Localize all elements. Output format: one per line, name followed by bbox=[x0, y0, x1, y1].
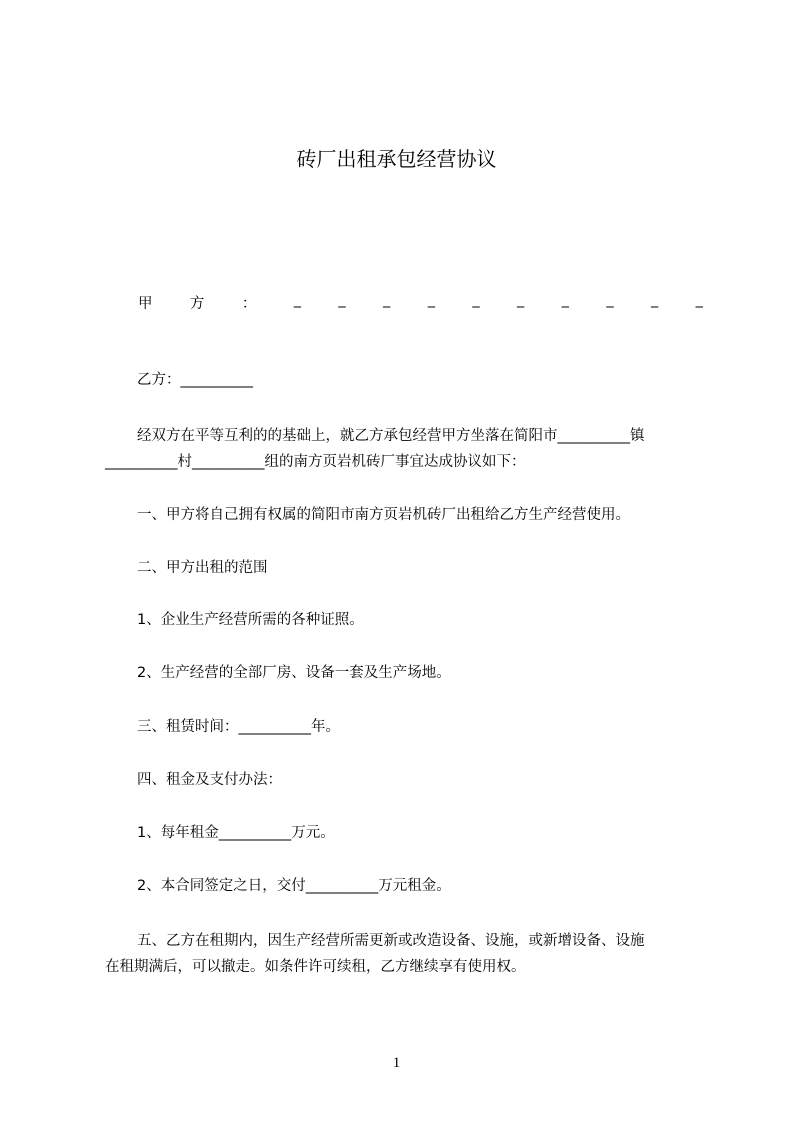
clause-2-heading: 二、甲方出租的范围 bbox=[137, 560, 268, 576]
clause-3: 三、租赁时间：__________年。 bbox=[137, 719, 340, 735]
party-a-char: 方 bbox=[189, 296, 205, 312]
clause-2-item-1: 1、企业生产经营所需的各种证照。 bbox=[137, 612, 364, 628]
clause-5-line2: 在租期满后，可以撤走。如条件许可续租，乙方继续享有使用权。 bbox=[105, 959, 526, 975]
blank: _ bbox=[472, 292, 480, 308]
blank: _ bbox=[606, 292, 614, 308]
clause-2-item-2: 2、生产经营的全部厂房、设备一套及生产场地。 bbox=[137, 665, 451, 681]
document-title: 砖厂出租承包经营协议 bbox=[296, 147, 497, 171]
clause-4-item-1: 1、每年租金__________万元。 bbox=[137, 825, 335, 841]
party-a-char: 甲 bbox=[138, 296, 153, 312]
intro-paragraph-line1: 经双方在平等互利的的基础上，就乙方承包经营甲方坐落在简阳市__________镇 bbox=[137, 428, 645, 444]
party-a-char: ： bbox=[241, 296, 257, 312]
blank: _ bbox=[427, 292, 435, 308]
blank: _ bbox=[293, 292, 301, 308]
blank: _ bbox=[695, 292, 703, 308]
party-a-line bbox=[138, 292, 703, 313]
blank: _ bbox=[561, 292, 569, 308]
clause-5-line1: 五、乙方在租期内，因生产经营所需更新或改造设备、设施，或新增设备、设施 bbox=[137, 933, 645, 949]
clause-4-item-2: 2、本合同签定之日，交付__________万元租金。 bbox=[137, 878, 451, 894]
clause-4-heading: 四、租金及支付办法： bbox=[137, 772, 282, 788]
blank: _ bbox=[338, 292, 346, 308]
blank: _ bbox=[650, 292, 659, 308]
clause-1: 一、甲方将自己拥有权属的简阳市南方页岩机砖厂出租给乙方生产经营使用。 bbox=[137, 507, 630, 523]
intro-paragraph-line2: __________村__________组的南方页岩机砖厂事宜达成协议如下： bbox=[105, 454, 526, 470]
page-number: 1 bbox=[392, 1055, 401, 1071]
party-b-line: 乙方：__________ bbox=[137, 372, 253, 388]
blank: _ bbox=[517, 292, 525, 308]
blank: _ bbox=[383, 292, 391, 308]
